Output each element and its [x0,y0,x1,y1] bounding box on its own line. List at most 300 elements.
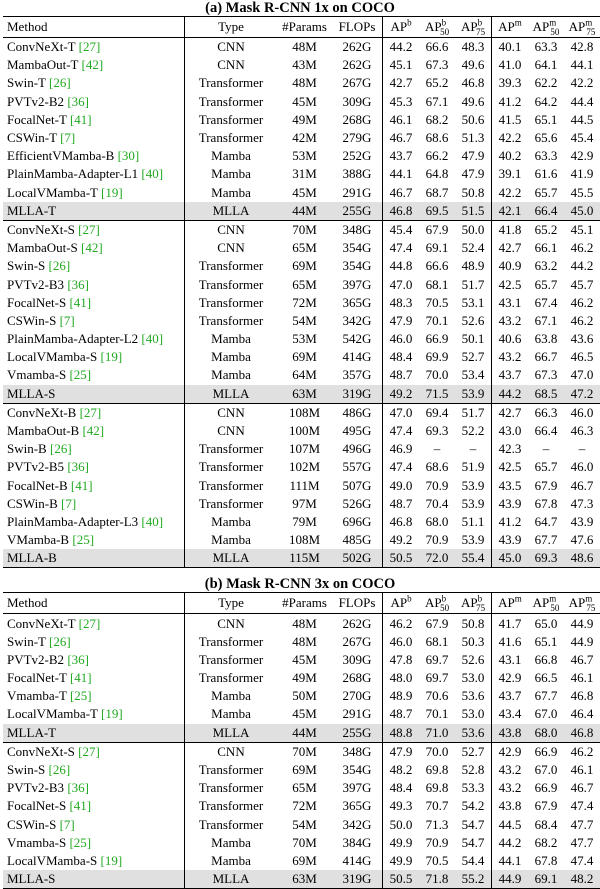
cell-ap75: 53.9 [455,385,492,404]
method-name: MambaOut-S [7,240,78,256]
header-ap-sup: m [549,594,557,605]
cell-apm: 43.8 [498,724,522,740]
cell-apm50: 66.1 [534,240,558,256]
cell-apm50: 66.3 [534,404,558,420]
cell-apm: 41.7 [498,615,522,631]
citation-link[interactable]: [36] [67,459,89,475]
table-row [3,705,600,723]
cell-method [3,239,185,257]
cell-method [3,294,185,312]
cell-apm50: 65.2 [534,221,558,237]
cell-ap: 48.7 [389,367,413,383]
cell-flops: 388G [332,165,383,183]
cell-method [3,724,185,743]
cell-flops: 319G [332,385,383,404]
cell-params: 63M [292,871,317,887]
cell-ap: 48.7 [389,706,413,722]
cell-flops: 291G [332,705,383,723]
cell-apm50: 67.7 [534,688,558,704]
table-row [3,761,600,779]
cell-ap75: 52.7 [455,348,492,366]
cell-ap50: 66.6 [425,258,449,274]
cell-flops: 348G [332,742,383,761]
header-ap-b [383,593,420,614]
table-row [3,458,600,476]
citation-link[interactable]: [19] [100,184,123,200]
cell-apm50: 69.3 [534,550,558,566]
method-name: MLLA-S [7,385,56,401]
cell-flops: 319G [332,870,383,889]
cell-apm: 42.5 [498,459,522,475]
cell-ap: 47.8 [389,651,413,667]
results-table [3,16,600,568]
cell-ap75: 52.7 [455,742,492,761]
cell-apm: 41.5 [498,111,522,127]
cell-type: MLLA [212,385,250,401]
method-name: CSWin-S [7,312,57,328]
cell-method [3,633,185,651]
cell-apm: 42.9 [498,743,522,759]
cell-flops: 397G [332,779,383,797]
cell-ap50: 70.5 [425,852,449,868]
cell-type: Mamba [211,166,251,182]
cell-apm75: 47.2 [570,385,594,401]
cell-ap50: 69.8 [425,762,449,778]
header-ap-m75 [564,593,600,614]
citation-link[interactable]: [7] [61,495,77,511]
cell-apm50: 67.8 [534,852,558,868]
citation-link[interactable]: [26] [49,441,72,457]
cell-apm75: 43.9 [570,513,594,529]
cell-type: CNN [217,221,245,237]
header-ap-sup: m [585,594,593,605]
cell-ap75: 50.3 [455,633,492,651]
table-row [3,651,600,669]
cell-method [3,366,185,384]
table-row [3,165,600,183]
citation-link[interactable]: [40] [141,513,164,529]
header-ap-b75 [455,593,492,614]
cell-ap: 44.1 [389,166,413,182]
cell-apm: 41.2 [498,93,522,109]
cell-method [3,477,185,495]
cell-params: 54M [292,816,317,832]
cell-ap75: 53.0 [455,705,492,723]
cell-flops: 255G [332,202,383,221]
cell-ap75: 54.7 [455,816,492,834]
cell-params: 48M [292,633,317,649]
citation-link[interactable]: [36] [67,651,89,667]
results-table-block [3,576,597,889]
cell-ap75: 55.2 [455,870,492,889]
cell-apm75: 46.0 [570,404,594,420]
cell-ap: 46.7 [389,130,413,146]
cell-ap75: 51.7 [455,403,492,422]
cell-apm: 42.5 [498,276,522,292]
model-size-group [3,742,600,889]
cell-apm50: – [542,441,550,457]
cell-ap50: 70.5 [425,294,449,310]
cell-flops: 507G [332,477,383,495]
header-params: #Params [282,595,327,611]
cell-ap50: 69.4 [425,404,449,420]
cell-apm50: 62.2 [534,75,558,91]
header-ap-text: AP [532,19,550,34]
header-ap-sup: b [477,594,483,605]
citation-link[interactable]: [26] [48,258,71,274]
table-row [3,687,600,705]
cell-apm: 43.1 [498,294,522,310]
cell-method [3,93,185,111]
cell-method [3,330,185,348]
cell-flops: 279G [332,129,383,147]
cell-ap75: 51.9 [455,458,492,476]
header-ap-sub: 75 [476,26,486,37]
cell-flops: 354G [332,761,383,779]
ours-table-row [3,549,600,568]
method-name: MLLA-S [7,871,56,887]
method-name: FocalNet-T [7,670,67,686]
cell-method [3,779,185,797]
cell-apm50: 67.0 [534,762,558,778]
cell-ap: 49.9 [389,834,413,850]
cell-params: 72M [292,294,317,310]
cell-flops: 696G [332,513,383,531]
cell-method [3,761,185,779]
citation-link[interactable]: [40] [141,166,164,182]
cell-apm75: – [578,441,586,457]
cell-ap50: 65.2 [425,75,449,91]
citation-link[interactable]: [42] [81,57,104,73]
cell-apm: 43.7 [498,688,522,704]
method-name: FocalNet-S [7,294,67,310]
citation-link[interactable]: [42] [82,423,105,439]
table-row [3,147,600,165]
cell-type: Transformer [198,459,264,475]
citation-link[interactable]: [26] [49,75,71,91]
ours-table-row [3,724,600,743]
cell-apm: 45.0 [498,550,522,566]
table-row [3,742,600,761]
cell-method [3,687,185,705]
header-type: Type [218,595,244,611]
cell-apm75: 46.3 [570,423,594,439]
cell-apm: 43.7 [498,367,522,383]
citation-link[interactable]: [25] [72,532,95,548]
cell-apm50: 63.3 [534,148,558,164]
cell-apm50: 69.1 [534,871,558,887]
cell-ap50: 69.7 [425,651,449,667]
cell-flops: 384G [332,834,383,852]
citation-link[interactable]: [26] [48,762,71,778]
citation-link[interactable]: [27] [78,39,101,55]
cell-ap: 49.0 [389,477,413,493]
cell-ap: 47.0 [389,276,413,292]
cell-type: Transformer [198,477,264,493]
header-ap-text: AP [424,19,442,34]
table-row [3,74,600,92]
cell-method [3,422,185,440]
header-ap-sup: b [441,17,447,28]
citation-link[interactable]: [25] [69,367,92,383]
header-ap-sub: 50 [550,26,560,37]
cell-ap: 48.9 [389,688,413,704]
cell-params: 70M [292,221,317,237]
header-ap-text: AP [568,595,586,611]
header-ap-text: AP [532,595,550,611]
cell-type: CNN [217,615,245,631]
cell-apm: 43.9 [498,532,522,548]
cell-ap50: 69.8 [425,780,449,796]
cell-ap50: 67.3 [425,57,449,73]
table-row [3,513,600,531]
cell-params: 53M [292,148,317,164]
citation-link[interactable]: [41] [69,294,92,310]
cell-ap75: 51.7 [455,275,492,293]
table-row [3,111,600,129]
cell-ap50: 68.6 [425,459,449,475]
cell-apm75: 48.2 [570,871,594,887]
cell-apm50: 65.0 [534,615,558,631]
method-name: Vmamba-S [7,367,67,383]
citation-link[interactable]: [7] [60,130,76,146]
cell-ap: 49.2 [389,385,413,401]
citation-link[interactable]: [26] [49,633,71,649]
cell-type: Mamba [211,184,251,200]
cell-params: 69M [292,852,317,868]
cell-params: 65M [292,240,317,256]
citation-link[interactable]: [30] [117,148,140,164]
cell-method [3,403,185,422]
method-name: PVTv2-B2 [7,93,65,109]
cell-ap: 44.2 [389,39,413,55]
cell-method [3,669,185,687]
cell-flops: 354G [332,257,383,275]
cell-method [3,614,185,633]
cell-apm50: 65.7 [534,276,558,292]
cell-ap: 46.0 [389,331,413,347]
cell-apm75: 45.0 [570,202,594,218]
cell-apm75: 47.7 [570,834,594,850]
cell-method [3,742,185,761]
citation-link[interactable]: [19] [100,349,123,365]
method-name: Swin-S [7,762,46,778]
cell-ap: 47.4 [389,423,413,439]
cell-apm50: 66.8 [534,651,558,667]
cell-apm: 42.2 [498,130,522,146]
cell-params: 65M [292,276,317,292]
cell-ap: 42.7 [389,75,413,91]
header-flops: FLOPs [332,593,383,614]
cell-apm50: 65.7 [534,184,558,200]
cell-params: 79M [292,513,317,529]
cell-type: Transformer [198,633,264,649]
cell-ap: 50.5 [389,871,413,887]
cell-flops: 309G [332,651,383,669]
cell-ap: 46.8 [389,202,413,218]
citation-link[interactable]: [40] [141,331,164,347]
method-name: ConvNeXt-S [7,743,75,759]
citation-link[interactable]: [19] [100,852,123,868]
citation-link[interactable]: [27] [78,743,100,759]
header-params: #Params [282,19,327,34]
cell-ap: 46.8 [389,513,413,529]
citation-link[interactable]: [19] [100,706,123,722]
table-row [3,93,600,111]
header-ap-b [383,17,420,38]
header-ap-sup: b [477,17,483,28]
cell-params: 108M [288,532,321,548]
cell-params: 72M [292,798,317,814]
cell-params: 108M [288,404,321,420]
citation-link[interactable]: [41] [69,670,92,686]
method-name: PVTv2-B2 [7,651,65,667]
citation-link[interactable]: [42] [81,240,103,256]
cell-ap50: 72.0 [425,550,449,566]
method-name: FocalNet-S [7,798,67,814]
cell-apm75: 46.5 [570,349,594,365]
table-caption: (b) Mask R-CNN 3x on COCO [204,576,396,593]
cell-method [3,74,185,92]
header-row [3,593,600,614]
cell-apm75: 47.7 [570,816,594,832]
header-ap-m50 [528,17,564,38]
cell-apm: 44.1 [498,852,522,868]
cell-ap50: 67.9 [425,615,449,631]
cell-ap: 47.0 [389,404,413,420]
citation-link[interactable]: [25] [69,834,92,850]
cell-params: 65M [292,780,317,796]
method-name: ConvNeXt-T [7,615,76,631]
ours-table-row [3,385,600,404]
table-row [3,779,600,797]
citation-link[interactable]: [41] [70,477,93,493]
citation-link[interactable]: [27] [78,221,100,237]
cell-apm: 43.0 [498,423,522,439]
citation-link[interactable]: [27] [79,404,102,420]
cell-method [3,852,185,870]
header-ap-sub: 50 [550,603,560,614]
cell-type: CNN [217,404,245,420]
cell-type: Mamba [211,148,251,164]
cell-params: 64M [292,367,317,383]
cell-apm: 43.2 [498,762,522,778]
citation-link[interactable]: [36] [67,276,89,292]
cell-ap75: 49.6 [455,56,492,74]
cell-params: 102M [288,459,321,475]
method-name: EfficientVMamba-B [7,148,115,164]
cell-ap75: 54.7 [455,834,492,852]
header-ap-sub: 75 [476,603,486,614]
cell-ap50: 68.1 [425,276,449,292]
table-spacer [0,568,600,576]
cell-params: 53M [292,331,317,347]
cell-ap50: 67.1 [425,93,449,109]
method-name: CSWin-T [7,130,57,146]
citation-link[interactable]: [25] [69,688,92,704]
cell-apm: 43.4 [498,706,522,722]
cell-apm75: 41.9 [570,166,594,182]
cell-flops: 342G [332,312,383,330]
model-size-group [3,38,600,221]
header-ap-text: AP [568,19,586,34]
cell-apm75: 46.0 [570,459,594,475]
cell-flops: 365G [332,797,383,815]
cell-ap75: 48.3 [455,38,492,57]
cell-apm75: 46.2 [570,743,594,759]
cell-apm50: 65.7 [534,459,558,475]
cell-ap75: 51.5 [455,202,492,221]
cell-params: 50M [292,688,317,704]
cell-apm50: 65.6 [534,130,558,146]
method-name: LocalVMamba-S [7,349,98,365]
cell-apm75: 46.2 [570,294,594,310]
cell-method [3,257,185,275]
cell-type: Transformer [198,495,264,511]
citation-link[interactable]: [36] [67,780,89,796]
ours-table-row [3,202,600,221]
cell-flops: 526G [332,495,383,513]
method-name: PlainMamba-Adapter-L2 [7,331,139,347]
cell-flops: 262G [332,614,383,633]
table-row [3,422,600,440]
cell-params: 70M [292,834,317,850]
cell-apm50: 64.7 [534,513,558,529]
model-size-group [3,614,600,742]
cell-ap75: 54.2 [455,797,492,815]
cell-ap75: 47.9 [455,165,492,183]
cell-type: Transformer [198,762,264,778]
method-name: Swin-T [7,75,46,91]
cell-ap75: 52.8 [455,761,492,779]
cell-apm: 44.5 [498,816,522,832]
citation-link[interactable]: [41] [69,111,92,127]
cell-ap50: 70.9 [425,834,449,850]
cell-ap: 46.9 [389,441,413,457]
table-row [3,275,600,293]
cell-ap75: 50.8 [455,184,492,202]
cell-apm50: 66.4 [534,202,558,218]
header-method: Method [3,593,185,614]
cell-apm: 43.2 [498,780,522,796]
citation-link[interactable]: [7] [59,312,75,328]
citation-link[interactable]: [41] [69,798,92,814]
cell-ap50: 67.9 [425,221,449,237]
citation-link[interactable]: [27] [78,615,101,631]
method-name: Swin-B [7,441,47,457]
cell-type: CNN [217,39,245,55]
cell-flops: 357G [332,366,383,384]
cell-type: CNN [217,423,245,439]
cell-params: 31M [292,166,317,182]
cell-flops: 270G [332,687,383,705]
cell-type: Transformer [198,441,264,457]
cell-ap: 45.3 [389,93,413,109]
cell-params: 42M [292,130,317,146]
table-row [3,294,600,312]
cell-apm75: 44.4 [570,93,594,109]
cell-apm50: 65.1 [534,633,558,649]
citation-link[interactable]: [7] [59,816,75,832]
cell-ap50: 66.2 [425,148,449,164]
cell-apm50: 68.4 [534,816,558,832]
cell-apm75: 46.7 [570,780,594,796]
cell-apm75: 46.7 [570,477,594,493]
citation-link[interactable]: [36] [67,93,89,109]
table-row [3,239,600,257]
cell-ap50: 71.8 [425,871,449,887]
cell-method [3,111,185,129]
